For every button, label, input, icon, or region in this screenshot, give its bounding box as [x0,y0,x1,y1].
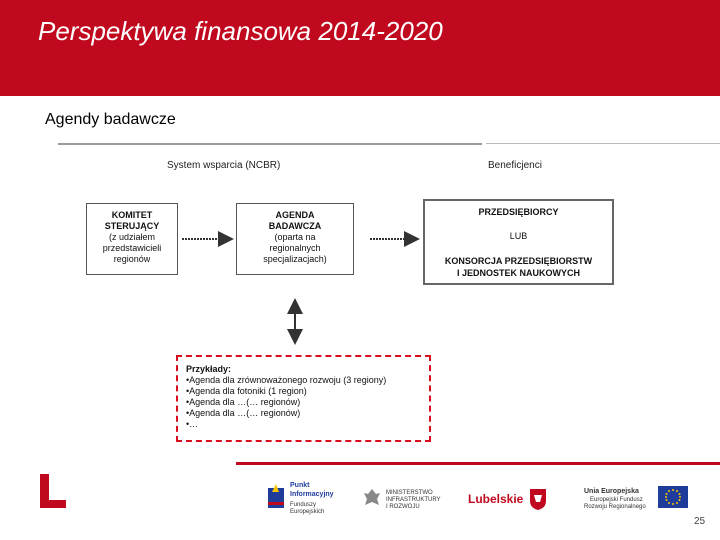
page-number: 25 [694,516,706,527]
support-system-label: System wsparcia (NCBR) [167,160,281,171]
logo1-line2: Informacyjny [290,491,334,498]
eu-line3: Rozwoju Regionalnego [584,504,646,510]
logo2-line3: I ROZWOJU [386,504,420,510]
beneficiary-consortia-2: I JEDNOSTEK NAUKOWYCH [456,268,580,278]
example-item: •Agenda dla fotoniki (1 region) [186,386,307,396]
footer-line [236,462,720,465]
eu-logo [584,478,690,518]
logo2-line1: MINISTERSTWO [386,490,433,496]
eu-flag-icon [658,486,688,508]
committee-line-3: (z udziałem [108,232,155,242]
logo1-line1: Punkt [290,482,310,489]
example-item: •Agenda dla …(… regionów) [186,408,301,418]
red-l-logo [38,472,68,510]
example-item: •… [186,419,199,429]
ministry-logo [362,478,452,518]
eagle-emblem-icon [362,486,382,510]
logo1-line3: Funduszy Europejskich [290,502,325,515]
committee-title-2: STERUJĄCY [104,221,160,231]
examples-title: Przykłady: [186,364,232,374]
lubelskie-logo [468,478,558,518]
beneficiaries-label: Beneficjenci [488,160,542,171]
beneficiary-or: LUB [509,231,528,241]
logo2-line2: INFRASTRUKTURY [386,497,441,503]
example-item: •Agenda dla …(… regionów) [186,397,301,407]
agenda-title-2: BADAWCZA [268,221,322,231]
committee-line-5: regionów [113,254,151,264]
beneficiary-consortia-1: KONSORCJA PRZEDSIĘBIORSTW [444,256,593,266]
lubelskie-text: Lubelskie [468,492,524,506]
fe-star-icon [266,482,286,512]
agenda-line-3: (oparta na [274,232,316,242]
example-item: •Agenda dla zrównoważonego rozwoju (3 regiony) [186,375,387,385]
agenda-title-1: AGENDA [275,210,315,220]
lubelskie-crest-icon [528,487,548,511]
agenda-line-4: regionalnych [269,243,321,253]
eu-line2: Europejski Fundusz [590,497,643,503]
beneficiary-enterprises: PRZEDSIĘBIORCY [478,207,559,217]
agenda-line-5: specjalizacjach) [263,254,327,264]
eu-line1: Unia Europejska [584,488,639,495]
punkt-informacyjny-logo [266,478,346,518]
committee-title-1: KOMITET [111,210,153,220]
slide-subtitle: Agendy badawcze [45,111,176,128]
page-title: Perspektywa finansowa 2014-2020 [38,16,443,46]
committee-line-4: przedstawicieli [102,243,162,253]
examples-box [176,355,431,442]
